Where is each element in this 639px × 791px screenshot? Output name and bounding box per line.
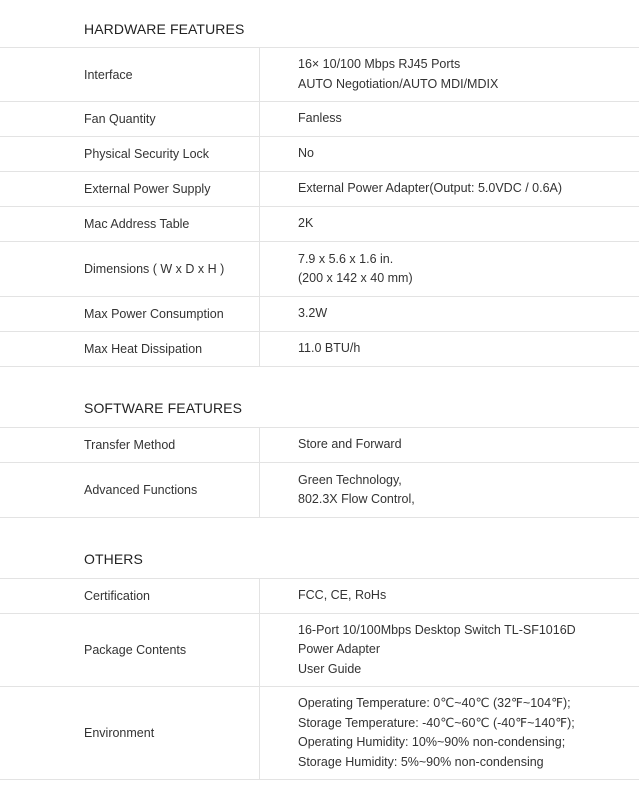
spec-value bbox=[260, 48, 639, 101]
section-title: SOFTWARE FEATURES bbox=[84, 400, 243, 416]
spec-value-line: 16-Port 10/100Mbps Desktop Switch TL-SF1016D bbox=[298, 622, 576, 637]
spec-value bbox=[260, 614, 639, 686]
spec-row-max-power-consumption bbox=[0, 297, 639, 332]
spec-value-line: 2K bbox=[298, 216, 314, 231]
section-others bbox=[0, 548, 639, 780]
section-software-features bbox=[0, 397, 639, 518]
spec-label: Package Contents bbox=[0, 614, 260, 686]
spec-row-interface bbox=[0, 48, 639, 102]
spec-row-external-power-supply bbox=[0, 172, 639, 207]
spec-value-line: 7.9 x 5.6 x 1.6 in. bbox=[298, 251, 394, 266]
spec-value-line: (200 x 142 x 40 mm) bbox=[298, 271, 413, 285]
spec-row-physical-security-lock bbox=[0, 137, 639, 172]
spec-label: Mac Address Table bbox=[0, 207, 260, 241]
spec-row-advanced-functions bbox=[0, 463, 639, 518]
spec-value bbox=[260, 242, 639, 296]
spec-value-line: External Power Adapter(Output: 5.0VDC / 0.6A) bbox=[298, 181, 563, 196]
spec-label: Physical Security Lock bbox=[0, 137, 260, 171]
spec-value bbox=[260, 297, 639, 331]
spec-table bbox=[0, 47, 639, 367]
spec-value-line: Power Adapter bbox=[298, 642, 380, 657]
spec-row-package-contents bbox=[0, 614, 639, 687]
spec-value-line: AUTO Negotiation/AUTO MDI/MDIX bbox=[298, 76, 499, 91]
spec-label: Certification bbox=[0, 579, 260, 613]
spec-label: Environment bbox=[0, 687, 260, 779]
spec-value-line: 11.0 BTU/h bbox=[298, 341, 361, 356]
spec-value-line: Operating Temperature: 0℃~40℃ (32℉~104℉); bbox=[298, 696, 571, 710]
spec-row-transfer-method bbox=[0, 428, 639, 463]
spec-value-line: Green Technology, bbox=[298, 472, 402, 487]
spec-value bbox=[260, 579, 639, 613]
spec-value bbox=[260, 137, 639, 171]
spec-label: Max Heat Dissipation bbox=[0, 332, 260, 366]
spec-row-mac-address-table bbox=[0, 207, 639, 242]
spec-value-line: Store and Forward bbox=[298, 437, 402, 452]
spec-value-line: 802.3X Flow Control, bbox=[298, 492, 415, 506]
spec-value-line: User Guide bbox=[298, 661, 362, 676]
spec-label: Interface bbox=[0, 48, 260, 101]
spec-value bbox=[260, 172, 639, 206]
spec-label: Fan Quantity bbox=[0, 102, 260, 136]
spec-value bbox=[260, 332, 639, 366]
section-title: OTHERS bbox=[84, 551, 143, 567]
spec-value-line: FCC, CE, RoHs bbox=[298, 588, 387, 603]
spec-row-fan-quantity bbox=[0, 102, 639, 137]
spec-row-environment bbox=[0, 687, 639, 780]
section-gap bbox=[0, 518, 639, 548]
spec-row-max-heat-dissipation bbox=[0, 332, 639, 367]
spec-value-line: Fanless bbox=[298, 111, 342, 126]
spec-label: Max Power Consumption bbox=[0, 297, 260, 331]
spec-label: Advanced Functions bbox=[0, 463, 260, 517]
spec-value bbox=[260, 102, 639, 136]
spec-row-certification bbox=[0, 579, 639, 614]
spec-value-line: Operating Humidity: 10%~90% non-condensing; bbox=[298, 735, 566, 749]
spec-value-line: 3.2W bbox=[298, 306, 328, 321]
spec-value-line: 16× 10/100 Mbps RJ45 Ports bbox=[298, 57, 461, 71]
spec-value bbox=[260, 687, 639, 779]
spec-value bbox=[260, 463, 639, 517]
spec-value bbox=[260, 207, 639, 241]
spec-label: External Power Supply bbox=[0, 172, 260, 206]
spec-row-dimensions bbox=[0, 242, 639, 297]
spec-label: Transfer Method bbox=[0, 428, 260, 462]
spec-value bbox=[260, 428, 639, 462]
spec-value-line: Storage Humidity: 5%~90% non-condensing bbox=[298, 754, 544, 769]
spec-value-line: No bbox=[298, 146, 314, 161]
spec-label: Dimensions ( W x D x H ) bbox=[0, 242, 260, 296]
spec-value-line: Storage Temperature: -40℃~60℃ (-40℉~140℉); bbox=[298, 715, 575, 730]
section-hardware-features bbox=[0, 0, 639, 367]
spec-table bbox=[0, 578, 639, 780]
section-title: HARDWARE FEATURES bbox=[84, 21, 245, 37]
section-gap bbox=[0, 367, 639, 397]
spec-table bbox=[0, 427, 639, 518]
